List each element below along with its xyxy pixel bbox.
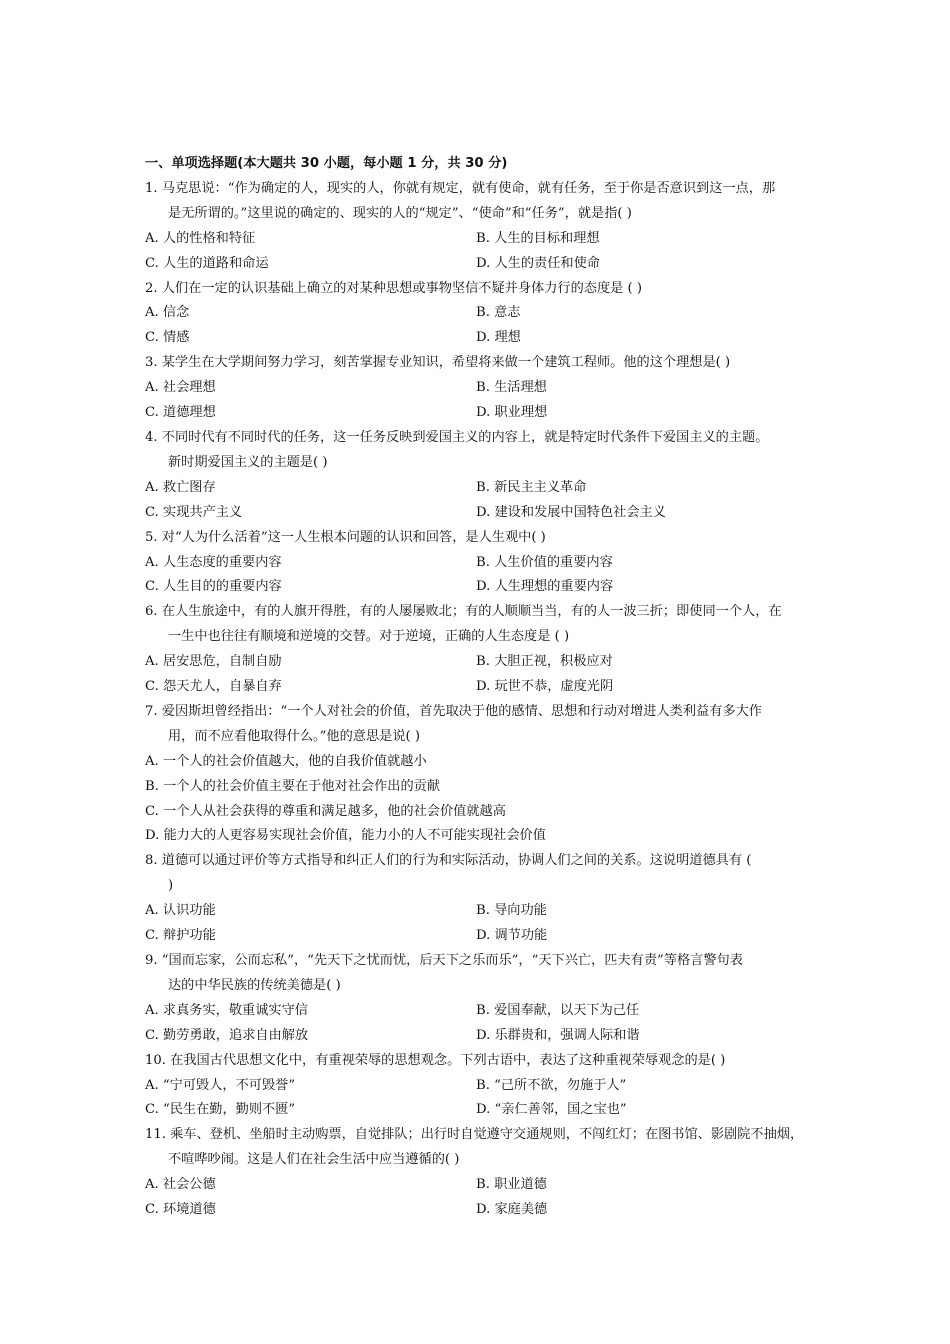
question-10 [145, 1049, 820, 1124]
option-row [145, 401, 820, 426]
option-b: B. 职业道德 [476, 1177, 547, 1193]
option-c: C. 人生目的的重要内容 [145, 579, 282, 595]
option-row [145, 1074, 820, 1099]
option-c: C. “民生在勤，勤则不匮” [145, 1102, 296, 1118]
option-c: C. 实现共产主义 [145, 504, 243, 520]
option-b: B. 一个人的社会价值主要在于他对社会作出的贡献 [145, 778, 441, 794]
question-stem-line: 达的中华民族的传统美德是( ) [168, 977, 341, 993]
option-a: A. 人的性格和特征 [145, 230, 256, 246]
option-b: B. 大胆正视，积极应对 [476, 654, 613, 670]
option-row [145, 376, 820, 401]
option-row [145, 1173, 820, 1198]
question-2 [145, 277, 820, 352]
option-a: A. 认识功能 [145, 903, 216, 919]
option-row [145, 501, 820, 526]
option-d: D. 职业理想 [476, 405, 548, 421]
question-stem-line: 新时期爱国主义的主题是( ) [168, 454, 328, 470]
option-a: A. 求真务实，敬重诚实守信 [145, 1002, 308, 1018]
option-d: D. 人生理想的重要内容 [476, 579, 614, 595]
option-a: A. 社会理想 [145, 380, 216, 396]
option-row [145, 1024, 820, 1049]
option-b: B. “己所不欲，勿施于人” [476, 1077, 627, 1093]
question-stem-line: ) [168, 878, 174, 894]
option-b: B. 生活理想 [476, 380, 547, 396]
option-d: D. 家庭美德 [476, 1202, 548, 1218]
option-d: D. 建设和发展中国特色社会主义 [476, 504, 666, 520]
exam-page [145, 152, 820, 1223]
option-row [145, 924, 820, 949]
option-d: D. 玩世不恭，虚度光阴 [476, 679, 614, 695]
option-row [145, 551, 820, 576]
option-c: C. 怨天尤人，自暴自弃 [145, 679, 282, 695]
option-c: C. 勤劳勇敢，追求自由解放 [145, 1027, 309, 1043]
option-row [145, 575, 820, 600]
question-6 [145, 600, 820, 700]
question-stem-line: 4. 不同时代有不同时代的任务，这一任务反映到爱国主义的内容上，就是特定时代条件下爱国主义的主题。 [145, 429, 769, 445]
option-b: B. 人生的目标和理想 [476, 230, 600, 246]
option-a: A. 一个人的社会价值越大，他的自我价值就越小 [145, 753, 427, 769]
option-row [145, 999, 820, 1024]
section-title: 一、单项选择题(本大题共 30 小题，每小题 1 分，共 30 分) [145, 156, 508, 171]
option-c: C. 环境道德 [145, 1202, 216, 1218]
question-stem-line: 用，而不应看他取得什么。”他的意思是说( ) [168, 728, 420, 744]
option-d: D. 调节功能 [476, 928, 548, 944]
option-b: B. 导向功能 [476, 903, 547, 919]
option-row [145, 1198, 820, 1223]
option-a: A. 居安思危，自制自励 [145, 654, 282, 670]
question-stem-line: 11. 乘车、登机、坐船时主动购票，自觉排队；出行时自觉遵守交通规则，不闯红灯；在图书馆、影剧院不抽烟， [145, 1127, 804, 1143]
question-stem-line: 不喧哗吵闹。这是人们在社会生活中应当遵循的( ) [168, 1152, 460, 1168]
option-row [145, 301, 820, 326]
option-b: B. 爱国奉献，以天下为己任 [476, 1002, 640, 1018]
question-stem-line: 9. “国而忘家，公而忘私”，“先天下之忧而忧，后天下之乐而乐”，“天下兴亡，匹夫有责”等格言警句表 [145, 953, 743, 968]
option-d: D. 能力大的人更容易实现社会价值，能力小的人不可能实现社会价值 [145, 828, 546, 844]
option-c: C. 情感 [145, 330, 190, 346]
question-stem-line: 是无所谓的。”这里说的确定的、现实的人的“规定”、“使命”和“任务”，就是指( ) [168, 205, 632, 221]
option-row [145, 899, 820, 924]
option-d: D. 人生的责任和使命 [476, 255, 600, 271]
question-stem-line: 2. 人们在一定的认识基础上确立的对某种思想或事物坚信不疑并身体力行的态度是 ( ) [145, 280, 643, 296]
question-3 [145, 351, 820, 426]
question-stem-line: 3. 某学生在大学期间努力学习，刻苦掌握专业知识，希望将来做一个建筑工程师。他的这个理想是( ) [145, 355, 731, 371]
option-c: C. 道德理想 [145, 405, 216, 421]
question-stem-line: 10. 在我国古代思想文化中，有重视荣辱的思想观念。下列古语中，表达了这种重视荣辱观念的是( ) [145, 1052, 726, 1068]
option-row [145, 675, 820, 700]
option-b: B. 意志 [476, 305, 521, 321]
option-d: D. 理想 [476, 330, 521, 346]
option-row [145, 476, 820, 501]
question-stem-line: 一生中也往往有顺境和逆境的交替。对于逆境，正确的人生态度是 ( ) [168, 629, 570, 645]
question-4 [145, 426, 820, 526]
question-stem-line: 5. 对“人为什么活着”这一人生根本问题的认识和回答，是人生观中( ) [145, 529, 546, 545]
question-8 [145, 849, 820, 949]
question-stem-line: 7. 爱因斯坦曾经指出：“一个人对社会的价值，首先取决于他的感情、思想和行动对增进人类利益有多大作 [145, 703, 762, 719]
option-row [145, 1098, 820, 1123]
question-9 [145, 949, 820, 1049]
option-c: C. 人生的道路和命运 [145, 255, 269, 271]
option-a: A. “宁可毁人，不可毁誉” [145, 1077, 296, 1093]
question-1 [145, 177, 820, 277]
option-a: A. 人生态度的重要内容 [145, 554, 282, 570]
option-b: B. 新民主主义革命 [476, 479, 587, 495]
option-c: C. 辩护功能 [145, 928, 216, 944]
question-list [145, 177, 820, 1223]
question-5 [145, 526, 820, 601]
question-stem-line: 8. 道德可以通过评价等方式指导和纠正人们的行为和实际活动，协调人们之间的关系。这说明道德具有 ( [145, 853, 752, 869]
question-stem-line: 6. 在人生旅途中，有的人旗开得胜，有的人屡屡败北；有的人顺顺当当，有的人一波三折；即使同一个人，在 [145, 604, 782, 620]
question-stem-line: 1. 马克思说：“作为确定的人，现实的人，你就有规定，就有使命，就有任务，至于你是否意识到这一点，那 [145, 180, 776, 196]
option-a: A. 信念 [145, 305, 190, 321]
option-c: C. 一个人从社会获得的尊重和满足越多，他的社会价值就越高 [145, 803, 506, 819]
question-11 [145, 1123, 820, 1223]
option-row [145, 326, 820, 351]
option-row [145, 227, 820, 252]
option-b: B. 人生价值的重要内容 [476, 554, 613, 570]
option-a: A. 救亡图存 [145, 479, 216, 495]
option-row [145, 650, 820, 675]
option-a: A. 社会公德 [145, 1177, 216, 1193]
question-7 [145, 700, 820, 849]
option-d: D. 乐群贵和，强调人际和谐 [476, 1027, 640, 1043]
option-row [145, 252, 820, 277]
option-d: D. “亲仁善邻，国之宝也” [476, 1102, 627, 1118]
